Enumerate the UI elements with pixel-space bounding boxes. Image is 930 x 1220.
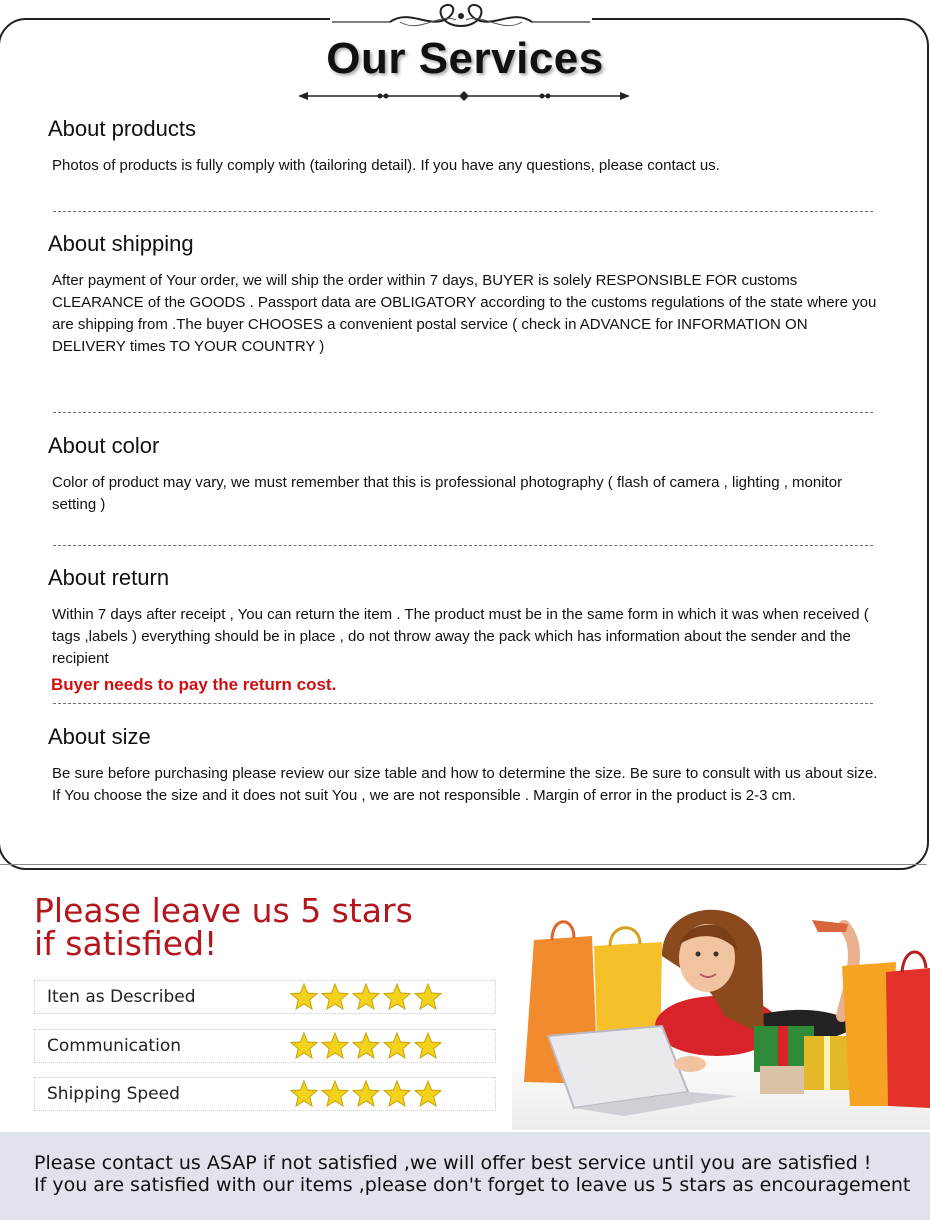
star-icon: [289, 1079, 319, 1109]
footer-notice: [0, 1132, 930, 1220]
star-icon: [289, 1031, 319, 1061]
star-icon: [413, 982, 443, 1012]
section-body-shipping: After payment of Your order, we will ship the order within 7 days, BUYER is solely RESPONSIBLE FOR customs CLEARANCE of the GOODS . Passport data are OBLIGATORY according to the customs regulations of the state where you are shipping from .The buyer CHOOSES a convenient postal service ( check in ADVANCE for INFORMATION ON DELIVERY times TO YOUR COUNTRY ): [52, 272, 877, 355]
section-divider: [53, 703, 873, 704]
rating-row-shipping-speed: [34, 1077, 496, 1111]
footer-line-contact: Please contact us ASAP if not satisfied ,we will offer best service until you are satisfied !: [34, 1152, 872, 1174]
section-heading-shipping: About shipping: [48, 231, 194, 256]
star-rating: [289, 982, 443, 1012]
star-icon: [413, 1031, 443, 1061]
star-rating: [289, 1079, 443, 1109]
section-body-color: Color of product may vary, we must remember that this is professional photography ( flash of camera , lighting , monitor setting ): [52, 474, 843, 513]
star-icon: [320, 1031, 350, 1061]
star-icon: [289, 982, 319, 1012]
shopping-girl-laptop-illustration: [512, 896, 930, 1130]
star-icon: [382, 1079, 412, 1109]
section-divider: [53, 412, 873, 413]
rating-row-communication: [34, 1029, 496, 1063]
flourish-ornament-icon: [330, 0, 592, 38]
section-body-size: Be sure before purchasing please review our size table and how to determine the size. Be sure to consult with us about size. If You choose the size and it does not suit You , we are not responsible . Margin of error in the product is 2-3 cm.: [52, 765, 878, 804]
page-title: Our Services: [326, 34, 604, 83]
return-cost-notice: Buyer needs to pay the return cost.: [51, 675, 337, 694]
section-heading-products: About products: [48, 116, 196, 141]
rating-label: Communication: [47, 1036, 181, 1056]
star-icon: [320, 982, 350, 1012]
rating-label: Iten as Described: [47, 987, 196, 1007]
footer-line-encouragement: If you are satisfied with our items ,please don't forget to leave us 5 stars as encouragement: [34, 1174, 911, 1196]
section-divider: [53, 211, 873, 212]
star-icon: [320, 1079, 350, 1109]
star-icon: [351, 1079, 381, 1109]
divider-ornament-icon: [298, 86, 630, 106]
star-icon: [351, 1031, 381, 1061]
section-divider: [53, 545, 873, 546]
star-icon: [382, 1031, 412, 1061]
section-body-return: Within 7 days after receipt , You can return the item . The product must be in the same form in which it was when received ( tags ,labels ) everything should be in place , do not throw away the pack which has information about the sender and the recipient: [52, 606, 869, 667]
section-heading-color: About color: [48, 433, 160, 458]
rating-label: Shipping Speed: [47, 1084, 180, 1104]
section-body-products: Photos of products is fully comply with (tailoring detail). If you have any questions, please contact us.: [52, 157, 720, 174]
section-heading-size: About size: [48, 724, 151, 749]
section-heading-return: About return: [48, 565, 170, 590]
star-icon: [382, 982, 412, 1012]
rating-title-line1: Please leave us 5 stars: [34, 891, 413, 930]
rating-title: [34, 891, 413, 963]
star-icon: [413, 1079, 443, 1109]
star-rating: [289, 1031, 443, 1061]
star-icon: [351, 982, 381, 1012]
rating-title-line2: if satisfied!: [34, 924, 218, 963]
rating-banner: [0, 880, 930, 1130]
rating-row-item-described: [34, 980, 496, 1014]
